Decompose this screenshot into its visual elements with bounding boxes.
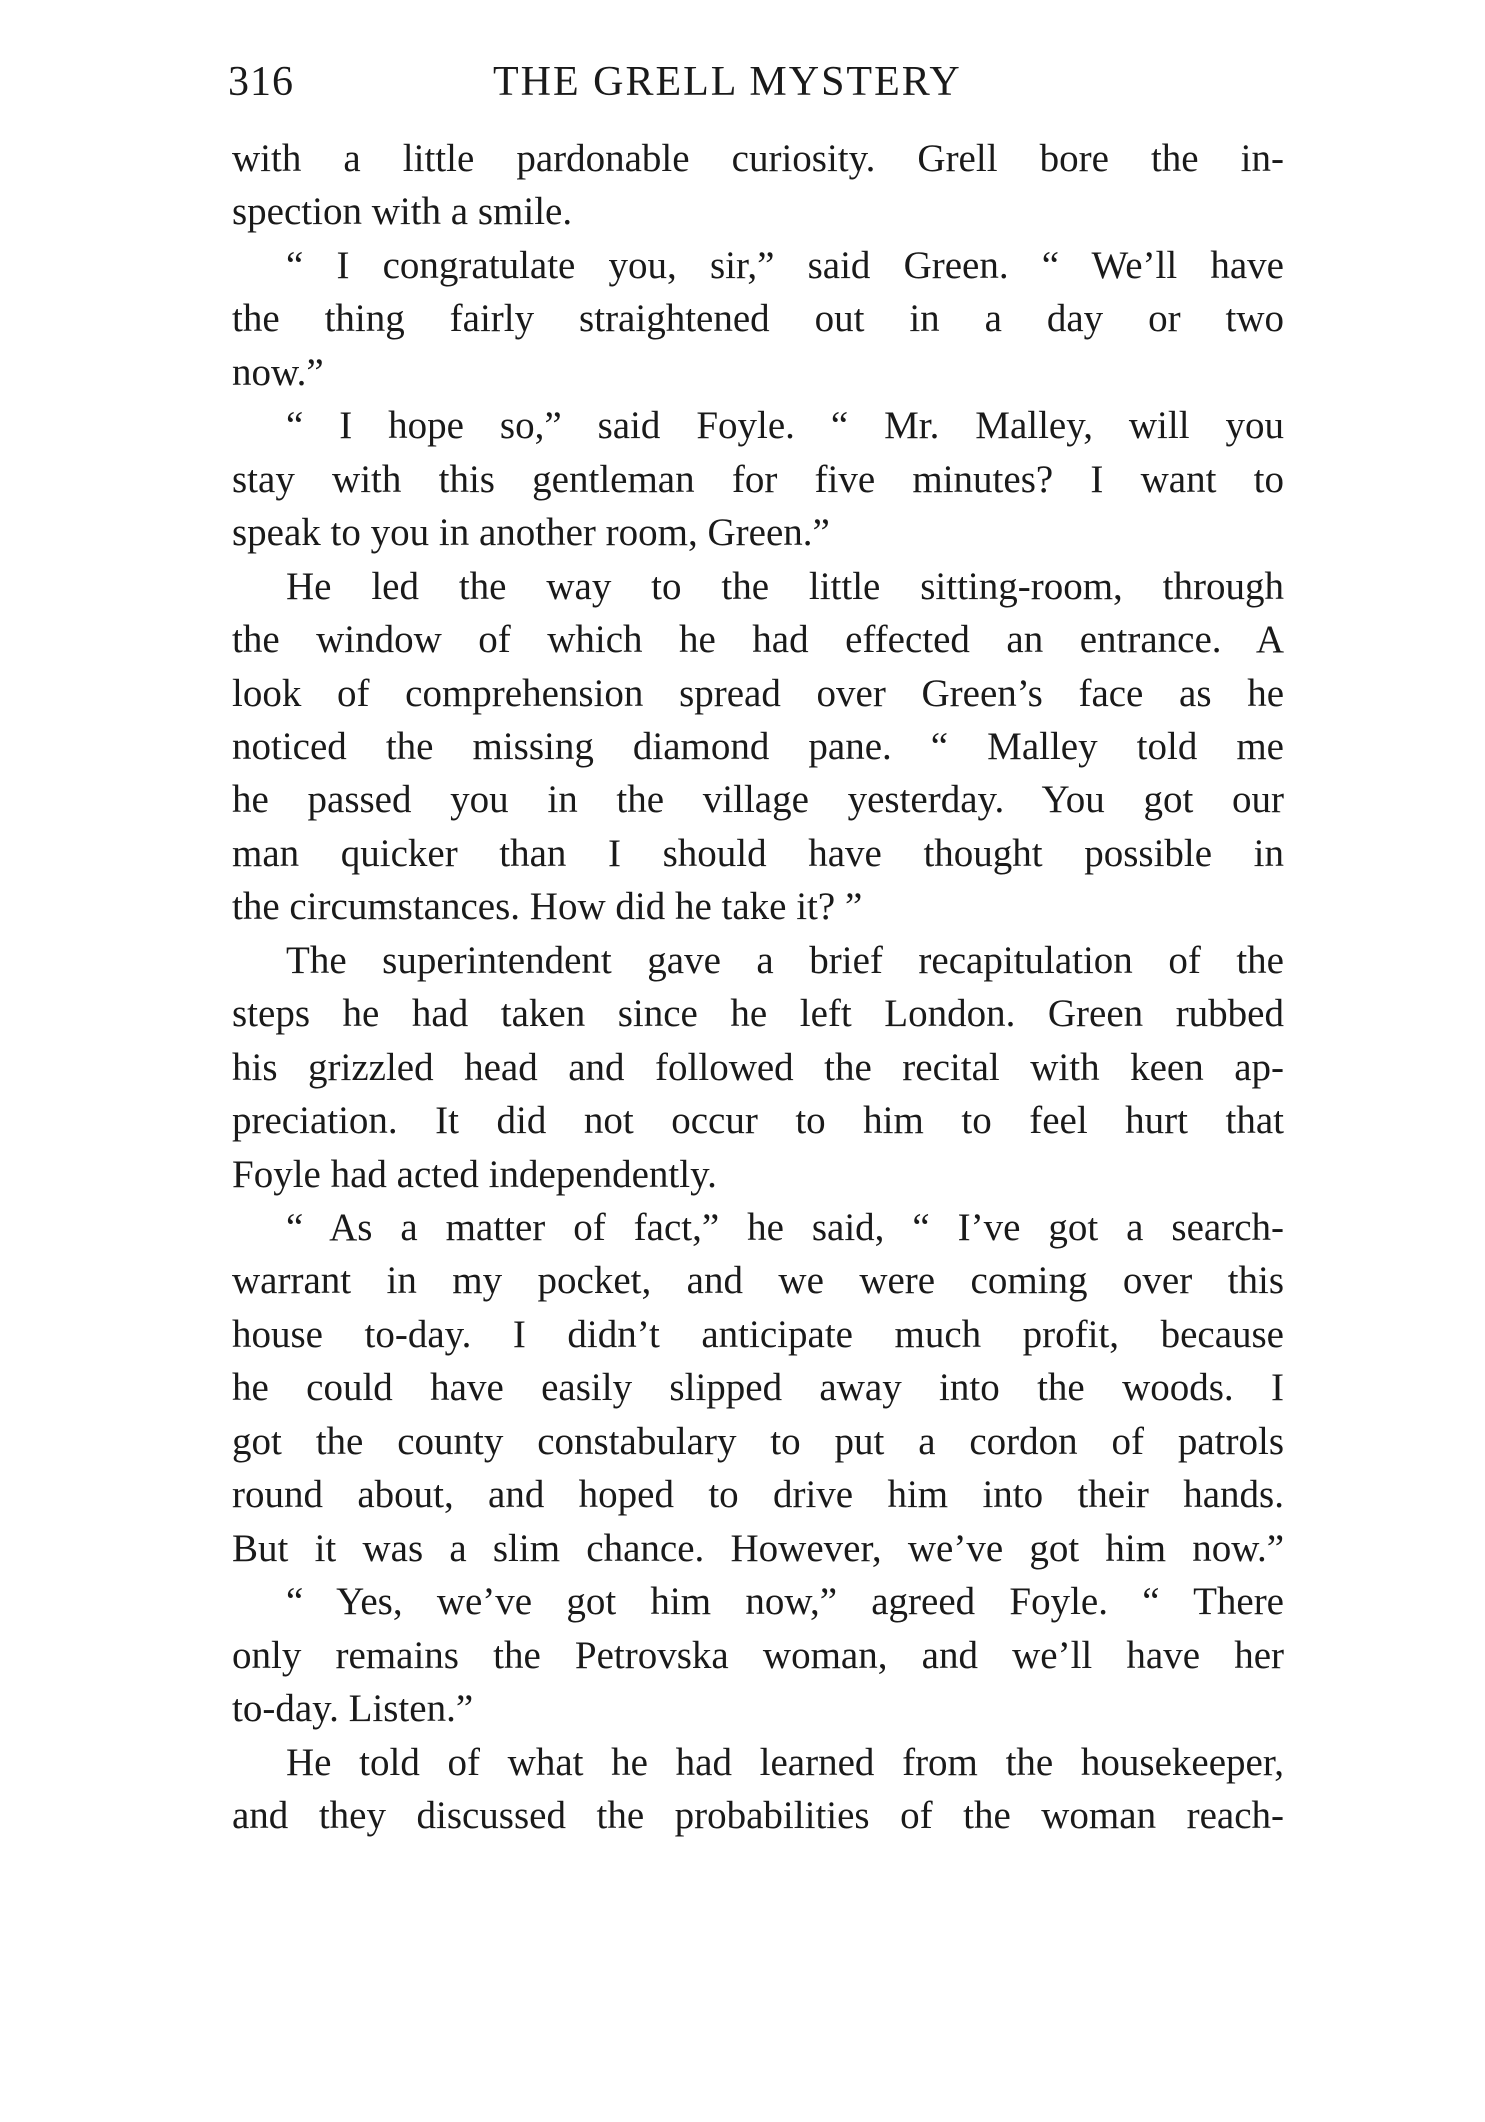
running-title: THE GRELL MYSTERY bbox=[493, 59, 962, 105]
text-line: But it was a slim chance. However, we’ve got him now.” bbox=[232, 1527, 1284, 1570]
text-line: with a little pardonable curiosity. Grell bore the in- bbox=[232, 137, 1284, 180]
text-line: the window of which he had effected an entrance. A bbox=[232, 618, 1284, 661]
text-line: steps he had taken since he left London. Green rubbed bbox=[232, 992, 1284, 1035]
text-line: “ Yes, we’ve got him now,” agreed Foyle. “ There bbox=[286, 1580, 1284, 1623]
text-line: warrant in my pocket, and we were coming over this bbox=[232, 1259, 1284, 1302]
text-line: The superintendent gave a brief recapitulation of the bbox=[286, 939, 1284, 982]
text-line: noticed the missing diamond pane. “ Malley told me bbox=[232, 725, 1284, 768]
running-head bbox=[228, 58, 1288, 118]
text-line: he could have easily slipped away into the woods. I bbox=[232, 1366, 1284, 1409]
text-line: “ I congratulate you, sir,” said Green. “ We’ll have bbox=[286, 244, 1284, 287]
text-line: speak to you in another room, Green.” bbox=[232, 511, 830, 554]
text-line: “ As a matter of fact,” he said, “ I’ve got a search- bbox=[286, 1206, 1284, 1249]
text-line: now.” bbox=[232, 351, 324, 394]
text-line: the thing fairly straightened out in a day or two bbox=[232, 297, 1284, 340]
text-line: He told of what he had learned from the housekeeper, bbox=[286, 1741, 1284, 1784]
text-line: “ I hope so,” said Foyle. “ Mr. Malley, will you bbox=[286, 404, 1284, 447]
text-line: Foyle had acted independently. bbox=[232, 1153, 717, 1196]
text-line: and they discussed the probabilities of the woman reach- bbox=[232, 1794, 1284, 1837]
text-line: look of comprehension spread over Green’s face as he bbox=[232, 672, 1284, 715]
text-line: house to-day. I didn’t anticipate much profit, because bbox=[232, 1313, 1284, 1356]
text-line: spection with a smile. bbox=[232, 190, 573, 233]
text-line: stay with this gentleman for five minutes? I want to bbox=[232, 458, 1284, 501]
page-number: 316 bbox=[228, 59, 294, 105]
text-line: only remains the Petrovska woman, and we’ll have her bbox=[232, 1634, 1284, 1677]
text-line: He led the way to the little sitting-room, through bbox=[286, 565, 1284, 608]
text-line: he passed you in the village yesterday. You got our bbox=[232, 778, 1284, 821]
text-line: to-day. Listen.” bbox=[232, 1687, 474, 1730]
text-line: the circumstances. How did he take it? ” bbox=[232, 885, 863, 928]
text-line: man quicker than I should have thought possible in bbox=[232, 832, 1284, 875]
text-line: preciation. It did not occur to him to feel hurt that bbox=[232, 1099, 1284, 1142]
text-line: his grizzled head and followed the recital with keen ap- bbox=[232, 1046, 1284, 1089]
text-line: round about, and hoped to drive him into their hands. bbox=[232, 1473, 1284, 1516]
text-line: got the county constabulary to put a cordon of patrols bbox=[232, 1420, 1284, 1463]
